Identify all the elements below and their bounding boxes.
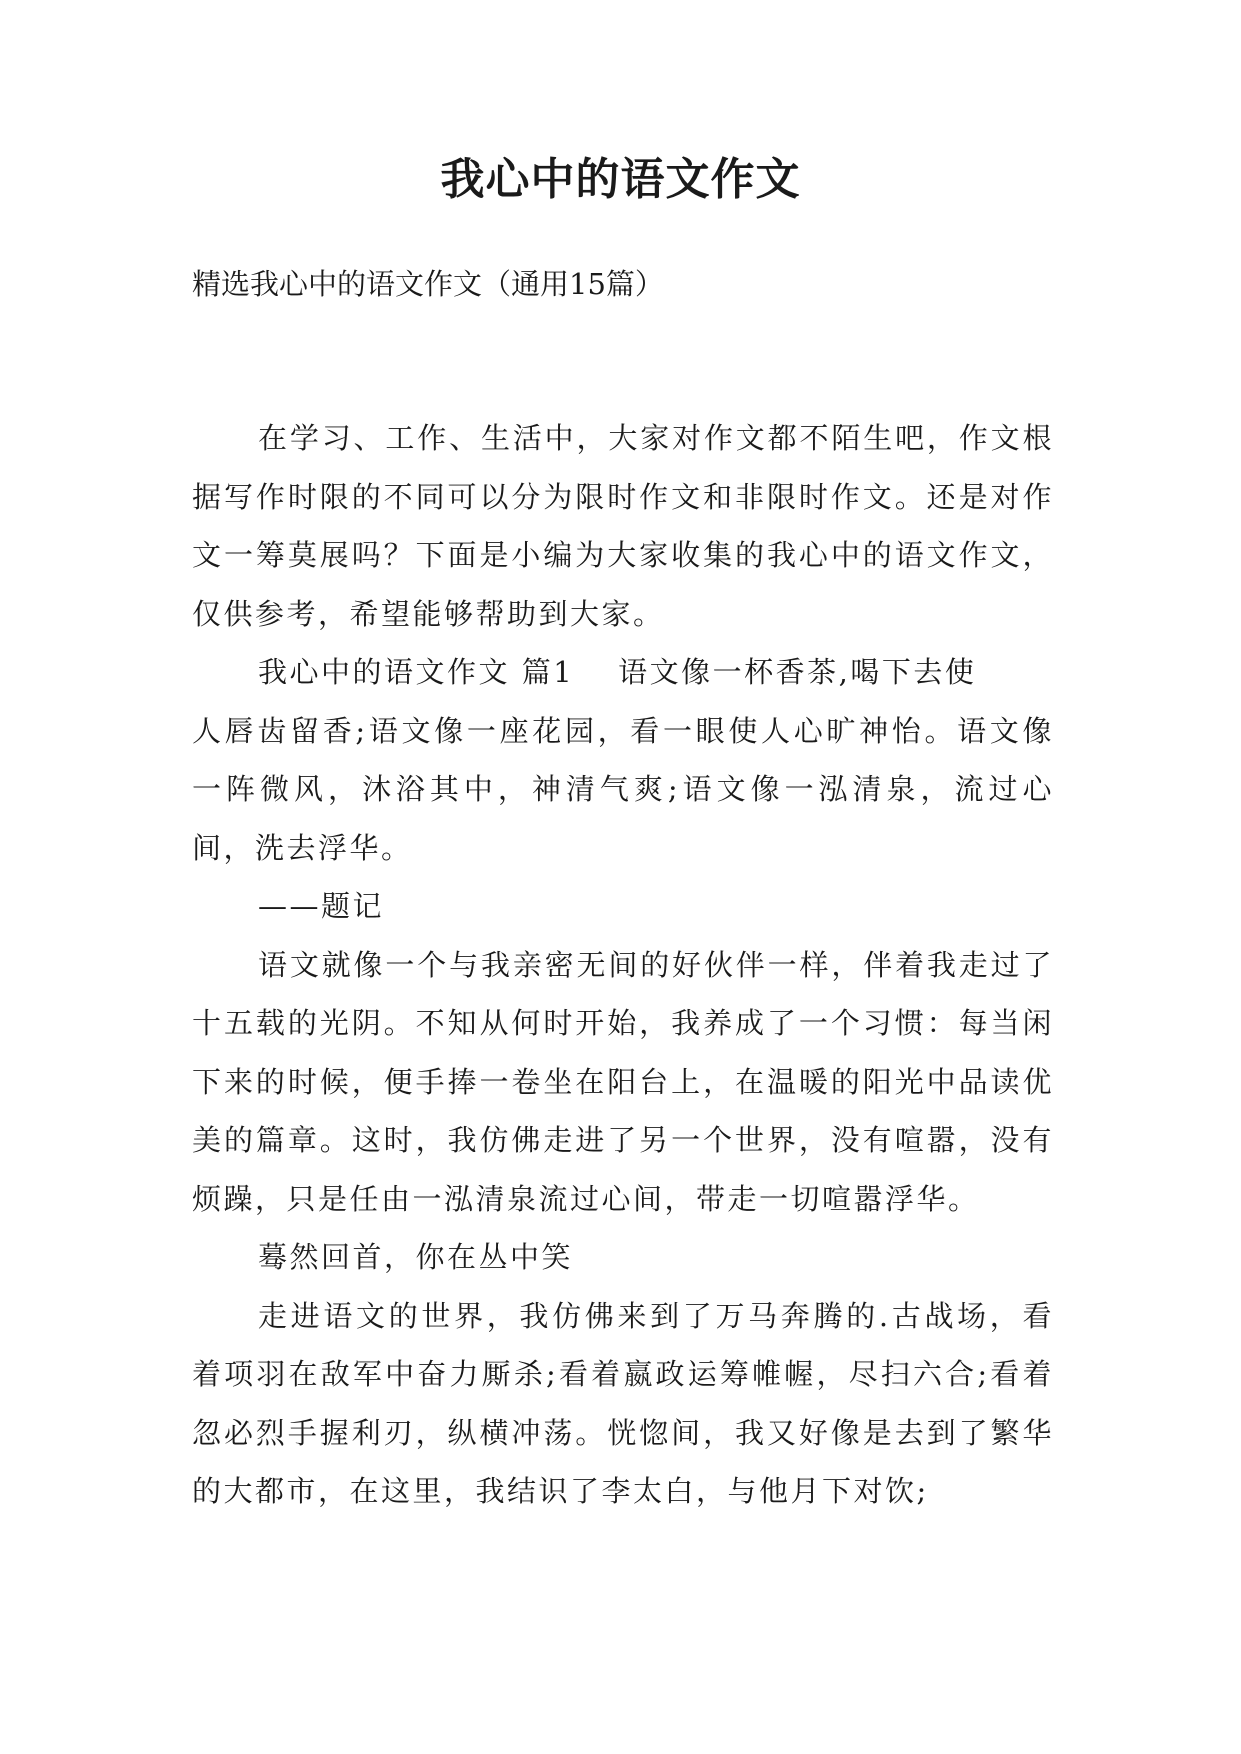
paragraph-4: 走进语文的世界，我仿佛来到了万马奔腾的.古战场，看着项羽在敌军中奋力厮杀;看着嬴政运筹帷幄，尽扫六合;看着忽必烈手握利刃，纵横冲荡。恍惚间，我又好像是去到了繁华的大都市，在这里，我结识了李太白，与他月下对饮; (192, 1298, 1054, 1508)
epigraph: ——题记 (258, 889, 385, 923)
document-subtitle: 精选我心中的语文作文（通用15篇） (192, 267, 664, 301)
chapter-first-text: 语文像一杯香茶,喝下去使 (618, 655, 977, 689)
paragraph-3: 蓦然回首，你在丛中笑 (258, 1240, 574, 1274)
document-title: 我心中的语文作文 (440, 154, 801, 205)
intro-paragraph: 在学习、工作、生活中，大家对作文都不陌生吧，作文根据写作时限的不同可以分为限时作文和非限时作文。还是对作文一筹莫展吗？下面是小编为大家收集的我心中的语文作文，仅供参考，希望能够帮助到大家。 (192, 421, 1054, 631)
chapter-paragraph: 人唇齿留香;语文像一座花园，看一眼使人心旷神怡。语文像一阵微风，沐浴其中，神清气爽;语文像一泓清泉，流过心间，洗去浮华。 (192, 713, 1054, 865)
chapter-heading-line (192, 643, 1054, 702)
document-body (192, 409, 1054, 1521)
paragraph-2: 语文就像一个与我亲密无间的好伙伴一样，伴着我走过了十五载的光阴。不知从何时开始，我养成了一个习惯：每当闲下来的时候，便手捧一卷坐在阳台上，在温暖的阳光中品读优美的篇章。这时，我仿佛走进了另一个世界，没有喧嚣，没有烦躁，只是任由一泓清泉流过心间，带走一切喧嚣浮华。 (192, 947, 1054, 1216)
chapter-label: 我心中的语文作文 篇1 (258, 655, 575, 689)
